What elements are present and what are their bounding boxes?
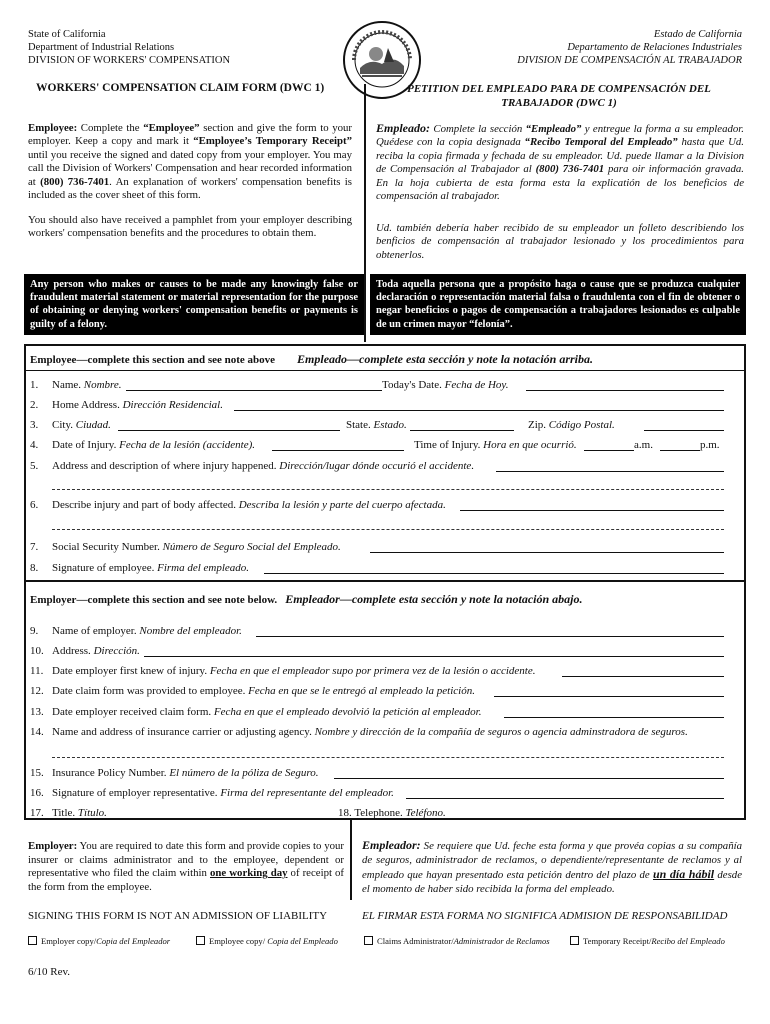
- item-number: 17.: [30, 807, 44, 819]
- label-es: Ciudad.: [75, 419, 111, 431]
- label: Date claim form was provided to employee.: [52, 685, 249, 697]
- item-number: 14.: [30, 726, 44, 738]
- field-city-row: [30, 418, 111, 432]
- item-number: 7.: [30, 541, 39, 553]
- field-injury-location-row: [30, 459, 474, 473]
- text: para oir información gravada.: [604, 163, 744, 176]
- form-title-en: WORKERS' COMPENSATION CLAIM FORM (DWC 1): [36, 82, 325, 94]
- policy-number-field[interactable]: [334, 768, 724, 779]
- label: Date employer received claim form.: [52, 706, 214, 718]
- label-es: Fecha de Hoy.: [444, 379, 509, 391]
- field-telephone-row: [338, 806, 446, 820]
- label: Zip.: [528, 419, 549, 431]
- section-title-es: Empleador—complete esta sección y note la notación abajo.: [285, 592, 583, 606]
- label: Employee copy/: [209, 936, 268, 946]
- field-insurance-carrier-row: [30, 725, 688, 739]
- employer-note-en: [28, 840, 344, 894]
- text: of receipt of the form from the employee.: [28, 867, 345, 893]
- injury-description-continuation[interactable]: [52, 528, 724, 530]
- column-divider: [350, 820, 352, 900]
- checkbox-icon[interactable]: [28, 936, 37, 945]
- label-es: Hora en que ocurrió.: [483, 439, 577, 451]
- label-es: Dirección/lugar dónde occurió el accidente.: [279, 460, 475, 472]
- label-es: Dirección.: [93, 645, 140, 657]
- employer-signature-field[interactable]: [406, 788, 724, 799]
- label: Address.: [52, 645, 94, 657]
- lead: Employer:: [28, 840, 78, 852]
- checkbox-icon[interactable]: [196, 936, 205, 945]
- lead: Empleador:: [362, 838, 421, 852]
- label-es: Dirección Residencial.: [122, 399, 223, 411]
- employee-section-header: [30, 350, 593, 368]
- form-title-es: PETITION DEL EMPLEADO PARA DE COMPENSACIÓN DEL TRABAJADOR (DWC 1): [407, 83, 711, 109]
- label: Today's Date.: [382, 379, 445, 391]
- label-es: Nombre y dirección de la compañía de seguros o agencia adminstradora de seguros.: [314, 726, 688, 738]
- copy-employer[interactable]: [28, 936, 170, 946]
- label-es: Recibo del Empleado: [651, 936, 725, 946]
- text: y entregue la forma a su empleador. Quédese con la copia designada: [376, 123, 744, 149]
- label: Social Security Number.: [52, 541, 163, 553]
- item-number: 10.: [30, 645, 44, 657]
- checkbox-icon[interactable]: [364, 936, 373, 945]
- fraud-warning-es: Toda aquella persona que a propósito haga o cause que se produzca cualquier declaración o representación material falsa o fraudulenta con el fin de obtener o negar beneficios o pagos de compensación a trabajadores lesionados es culpable de un crimen mayor “felonía”.: [370, 274, 746, 335]
- item-number: 13.: [30, 706, 44, 718]
- telephone-field[interactable]: [458, 808, 724, 819]
- label: Signature of employer representative.: [52, 787, 221, 799]
- item-number: 4.: [30, 439, 39, 451]
- section-title-en: Employer—complete this section and see note below.: [30, 594, 278, 606]
- employer-address-field[interactable]: [144, 646, 724, 657]
- copy-employee[interactable]: [196, 936, 338, 946]
- label-es: Fecha en que el empleado devolvió la petición al empleador.: [213, 706, 482, 718]
- label-es: Describa la lesión y parte del cuerpo afectada.: [238, 499, 446, 511]
- item-number: 2.: [30, 399, 39, 411]
- item-number: 18.: [338, 807, 352, 819]
- label: Time of Injury.: [414, 439, 484, 451]
- deadline-text: un día hábil: [652, 867, 715, 881]
- time-am-field[interactable]: [584, 440, 634, 451]
- header-line: Department of Industrial Relations: [28, 42, 175, 53]
- text: “Employee”: [143, 122, 200, 134]
- field-zip-row: [528, 418, 615, 432]
- item-number: 12.: [30, 685, 44, 697]
- label-es: Administrador de Reclamos: [453, 936, 550, 946]
- field-title-row: [30, 806, 107, 820]
- label-es: Copia del Empleador: [96, 936, 171, 946]
- text: En la hoja cubierta de esta forma esta la explicatión de los beneficios de compensación al trabajador.: [376, 176, 744, 203]
- label-es: Nombre del empleador.: [139, 625, 242, 637]
- field-state-row: [346, 418, 407, 432]
- label: State.: [346, 419, 374, 431]
- field-name-row: [30, 378, 122, 392]
- lead: Employee:: [28, 122, 78, 134]
- label: Address and description of where injury happened.: [52, 460, 280, 472]
- employer-name-field[interactable]: [256, 626, 724, 637]
- item-number: 16.: [30, 787, 44, 799]
- label: Signature of employee.: [52, 562, 158, 574]
- header-line: Estado de California: [653, 29, 742, 40]
- label-es: Nombre.: [83, 379, 122, 391]
- label: Employer copy/: [41, 936, 97, 946]
- deadline-text: one working day: [210, 867, 288, 880]
- text: “Recibo Temporal del Empleado”: [524, 136, 678, 149]
- phone-number: (800) 736-7401: [40, 175, 110, 188]
- city-field[interactable]: [118, 420, 340, 431]
- ssn-field[interactable]: [370, 542, 724, 553]
- date-provided-field[interactable]: [494, 686, 724, 697]
- home-address-field[interactable]: [234, 400, 724, 411]
- label-es: Firma del empleado.: [157, 562, 250, 574]
- text: Complete the: [77, 122, 144, 134]
- field-employer-signature-row: [30, 786, 394, 800]
- field-date-received-row: [30, 705, 481, 719]
- copy-claims-administrator[interactable]: [364, 936, 550, 946]
- instructions-es: [376, 122, 744, 203]
- insurance-carrier-field[interactable]: [52, 756, 724, 758]
- field-employer-address-row: [30, 644, 140, 658]
- label-es: Fecha en que el empleador supo por primera vez de la lesión o accidente.: [209, 665, 536, 677]
- header-line: DIVISION DE COMPENSACIÓN AL TRABAJADOR: [517, 55, 742, 66]
- text: You are required to date this form and provide copies to your insurer or claims administrator and to the employee, dependent or representative who filed the claim within: [28, 840, 344, 880]
- text: desde el momento de haber sido recibida la forma del empleado.: [362, 869, 742, 895]
- item-number: 8.: [30, 562, 39, 574]
- pamphlet-note-es: Ud. también debería haber recibido de su empleador un folleto describiendo los benficios de compensación al trabajador lesionado y los procedimientos para obtenerlos.: [376, 222, 744, 261]
- section-title-en: Employee—complete this section and see note above: [30, 354, 276, 366]
- label: Temporary Receipt/: [583, 936, 652, 946]
- header-line: Departamento de Relaciones Industriales: [567, 42, 742, 53]
- copy-temporary-receipt[interactable]: [570, 936, 725, 946]
- employee-signature-field[interactable]: [264, 563, 724, 574]
- label: Insurance Policy Number.: [52, 767, 170, 779]
- label: Name.: [52, 379, 84, 391]
- field-date-knew-row: [30, 664, 535, 678]
- title-field[interactable]: [118, 808, 330, 819]
- field-policy-number-row: [30, 766, 319, 780]
- label: Name of employer.: [52, 625, 140, 637]
- label: City.: [52, 419, 76, 431]
- agency-header-en: [28, 28, 230, 67]
- label-es: Fecha de la lesión (accidente).: [119, 439, 256, 451]
- am-label: a.m.: [634, 439, 653, 451]
- injury-description-field[interactable]: [460, 500, 724, 511]
- text: hasta que Ud. reciba la copia firmada y fechada de su empleador. Ud. puede llamar a la Division de Compensación al Trabajador al: [376, 136, 744, 176]
- employer-note-es: [362, 838, 742, 896]
- label-es: Estado.: [373, 419, 407, 431]
- item-number: 1.: [30, 379, 39, 391]
- fraud-warning-en: Any person who makes or causes to be made any knowingly false or fraudulent material statement or material representation for the purpose of obtaining or denying workers' compensation benefits or payments is guilty of a felony.: [24, 274, 364, 335]
- injury-location-continuation[interactable]: [52, 488, 724, 490]
- item-number: 6.: [30, 499, 39, 511]
- section-title-es: Empleado—complete esta sección y note la notación arriba.: [297, 352, 594, 366]
- claim-form-box: [24, 344, 746, 820]
- agency-header-es: [517, 28, 742, 67]
- field-date-of-injury-row: [30, 438, 255, 452]
- injury-location-field[interactable]: [496, 461, 724, 472]
- pm-label: p.m.: [700, 439, 720, 451]
- item-number: 15.: [30, 767, 44, 779]
- label-es: Fecha en que se le entregó al empleado la petición.: [248, 685, 475, 697]
- label-es: Teléfono.: [405, 807, 446, 819]
- label: Date employer first knew of injury.: [52, 665, 210, 677]
- phone-number: (800) 736-7401: [535, 163, 605, 176]
- text: Complete la sección: [430, 123, 526, 135]
- section-divider: [24, 580, 746, 582]
- liability-notice-es: EL FIRMAR ESTA FORMA NO SIGNIFICA ADMISION DE RESPONSABILIDAD: [362, 910, 728, 922]
- field-home-address-row: [30, 398, 223, 412]
- checkbox-icon[interactable]: [570, 936, 579, 945]
- pamphlet-note-en: You should also have received a pamphlet from your employer describing workers' compensation benefits and the procedures to obtain them.: [28, 214, 352, 240]
- divider: [24, 370, 746, 371]
- date-knew-field[interactable]: [562, 666, 724, 677]
- label-es: El número de la póliza de Seguro.: [169, 767, 319, 779]
- lead: Empleado:: [376, 121, 430, 135]
- employer-section-header: [30, 590, 583, 608]
- field-todays-date-row: [382, 378, 508, 392]
- field-time-of-injury-row: [414, 438, 577, 452]
- label: Date of Injury.: [52, 439, 120, 451]
- field-injury-description-row: [30, 498, 446, 512]
- instructions-en: [28, 122, 352, 202]
- state-field[interactable]: [410, 420, 514, 431]
- label-es: Firma del representante del empleador.: [220, 787, 394, 799]
- time-pm-field[interactable]: [660, 440, 700, 451]
- text: “Empleado”: [525, 123, 582, 135]
- label: Telephone.: [354, 807, 406, 819]
- text: until you receive the signed and dated copy from your employer. You may call the Division of Workers' Compensation and hear recorded information at: [28, 148, 352, 188]
- label: Describe injury and part of body affected.: [52, 499, 239, 511]
- item-number: 3.: [30, 419, 39, 431]
- label-es: Número de Seguro Social del Empleado.: [162, 541, 341, 553]
- field-ssn-row: [30, 540, 341, 554]
- text: Se requiere que Ud. feche esta forma y que provéa copias a su compañía de seguros, administrador de reclamos, o dependiente/representante de reclamos y al empleado que hayan presentado esta petición dentro del plazo de: [362, 840, 742, 881]
- label: Name and address of insurance carrier or adjusting agency.: [52, 726, 315, 738]
- item-number: 9.: [30, 625, 39, 637]
- text: “Employee’s Temporary Receipt”: [193, 135, 352, 148]
- label-es: Copia del Empleado: [267, 936, 338, 946]
- column-divider: [364, 84, 366, 342]
- employee-name-field[interactable]: [126, 380, 382, 391]
- field-employer-name-row: [30, 624, 242, 638]
- header-line: State of California: [28, 29, 106, 40]
- item-number: 11.: [30, 665, 44, 677]
- label-es: Título.: [77, 807, 107, 819]
- revision-label: 6/10 Rev.: [28, 966, 71, 978]
- label: Title.: [52, 807, 78, 819]
- text: section and give the form to your employer. Keep a copy and mark it: [28, 122, 352, 148]
- liability-notice-en: SIGNING THIS FORM IS NOT AN ADMISSION OF LIABILITY: [28, 910, 328, 922]
- zip-field[interactable]: [644, 420, 724, 431]
- item-number: 5.: [30, 460, 39, 472]
- todays-date-field[interactable]: [526, 380, 724, 391]
- label: Claims Administrator/: [377, 936, 454, 946]
- date-received-field[interactable]: [504, 707, 724, 718]
- text: . An explanation of workers' compensation benefits is included as the cover sheet of this form.: [28, 175, 352, 202]
- header-line: DIVISION OF WORKERS' COMPENSATION: [28, 55, 231, 66]
- label-es: Código Postal.: [548, 419, 615, 431]
- label: Home Address.: [52, 399, 123, 411]
- date-of-injury-field[interactable]: [272, 440, 404, 451]
- field-employee-signature-row: [30, 561, 249, 575]
- field-date-provided-row: [30, 684, 475, 698]
